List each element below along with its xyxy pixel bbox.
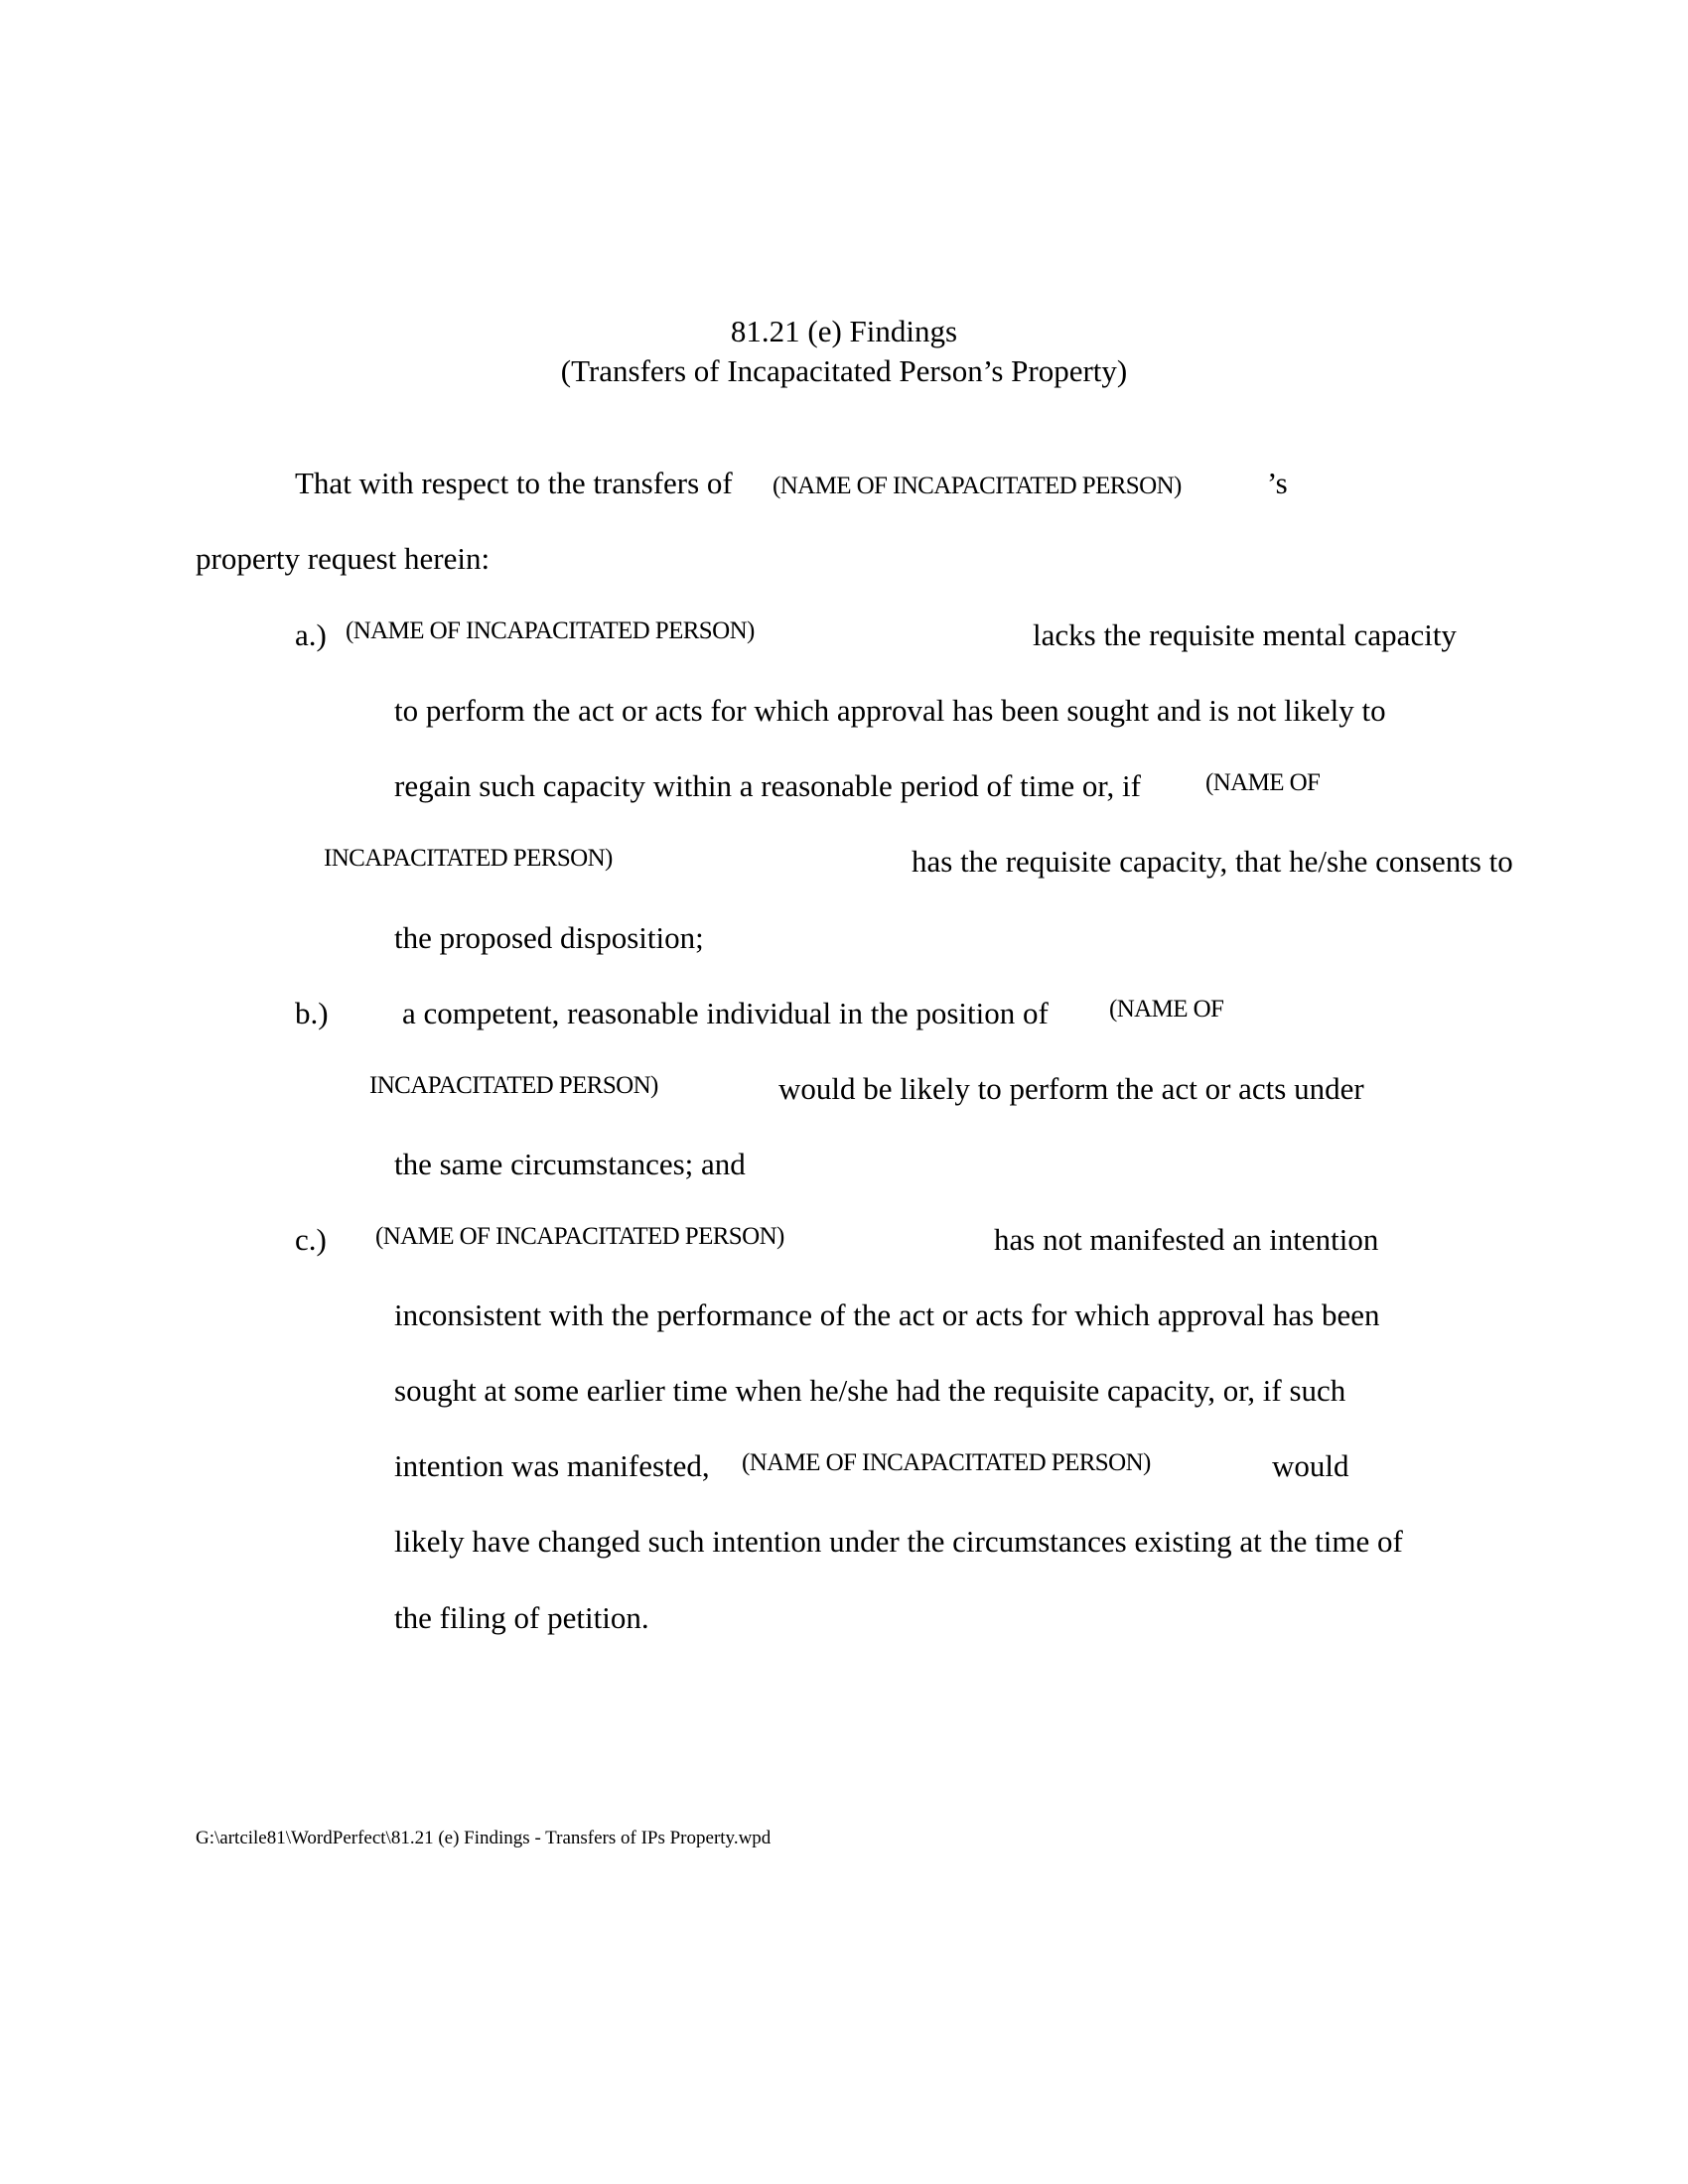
item-b-marker: b.) [295, 996, 329, 1030]
item-b-text: the same circumstances; and [394, 1147, 746, 1181]
item-a-text: the proposed disposition; [394, 920, 704, 955]
item-c-marker: c.) [295, 1222, 327, 1257]
name-placeholder: (NAME OF INCAPACITATED PERSON) [773, 473, 1182, 499]
name-placeholder: INCAPACITATED PERSON) [369, 1072, 658, 1099]
item-b-text: would be likely to perform the act or acts under [778, 1071, 1364, 1106]
name-placeholder: (NAME OF INCAPACITATED PERSON) [346, 617, 755, 644]
item-a-text: to perform the act or acts for which approval has been sought and is not likely to [394, 693, 1386, 728]
item-c-text: would [1272, 1448, 1349, 1483]
item-a-text: lacks the requisite mental capacity [1033, 617, 1457, 652]
possessive-suffix: ’s [1267, 466, 1288, 500]
item-b-text: a competent, reasonable individual in the position of [402, 996, 1049, 1030]
item-c-text: the filing of petition. [394, 1600, 649, 1635]
footer-file-path: G:\artcile81\WordPerfect\81.21 (e) Findings - Transfers of IPs Property.wpd [196, 1828, 772, 1848]
name-placeholder: INCAPACITATED PERSON) [324, 845, 613, 872]
item-c-text: likely have changed such intention under the circumstances existing at the time of [394, 1524, 1403, 1559]
name-placeholder: (NAME OF [1109, 996, 1224, 1023]
page-subtitle: (Transfers of Incapacitated Person’s Property) [560, 353, 1128, 388]
item-c-text: intention was manifested, [394, 1448, 710, 1483]
item-c-text: sought at some earlier time when he/she had the requisite capacity, or, if such [394, 1373, 1346, 1408]
name-placeholder: (NAME OF [1205, 769, 1321, 796]
item-a-text: has the requisite capacity, that he/she consents to [912, 844, 1513, 879]
intro-text-continued: property request herein: [196, 541, 491, 576]
item-c-text: inconsistent with the performance of the act or acts for which approval has been [394, 1297, 1380, 1332]
name-placeholder: (NAME OF INCAPACITATED PERSON) [742, 1449, 1151, 1476]
intro-text: That with respect to the transfers of [295, 466, 733, 500]
item-c-text: has not manifested an intention [994, 1222, 1379, 1257]
item-a-text: regain such capacity within a reasonable period of time or, if [394, 768, 1141, 803]
page-title: 81.21 (e) Findings [730, 314, 958, 348]
name-placeholder: (NAME OF INCAPACITATED PERSON) [375, 1223, 784, 1250]
item-a-marker: a.) [295, 617, 327, 652]
